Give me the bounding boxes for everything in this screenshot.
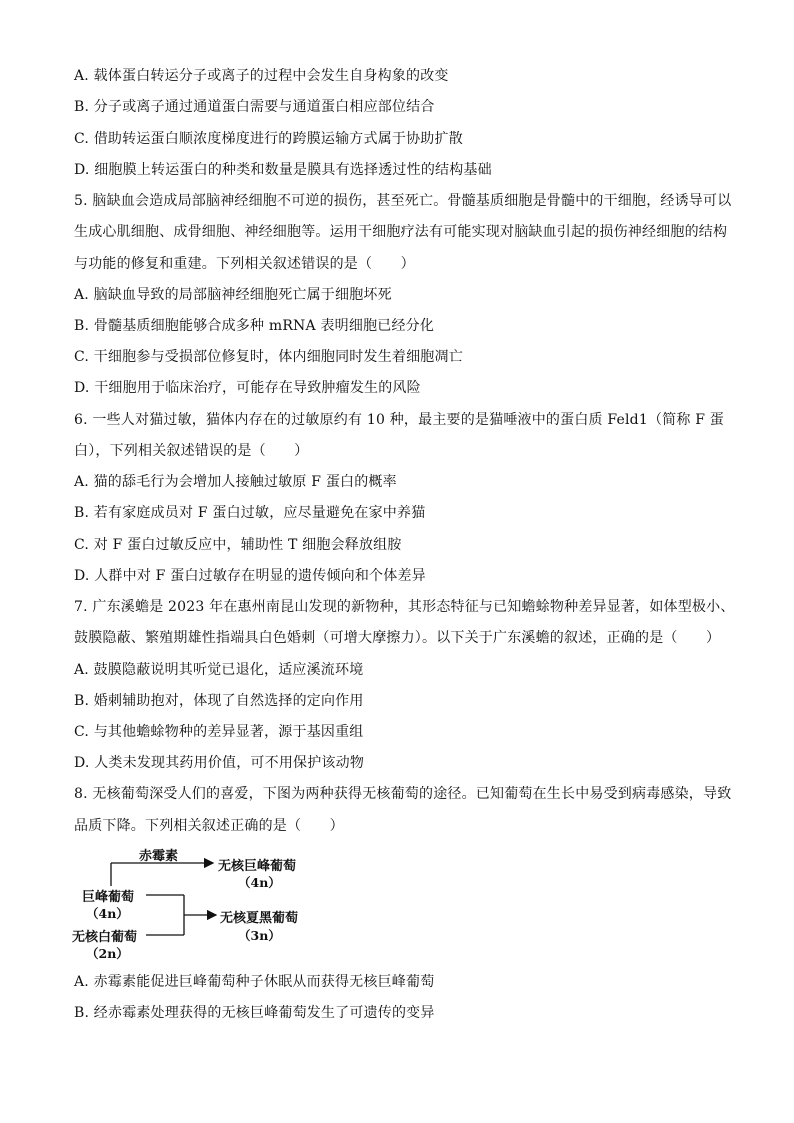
question-7-stem: 7. 广东溪蟾是 2023 年在惠州南昆山发现的新物种，其形态特征与已知蟾蜍物种差异显著，如体型极小、 (74, 599, 735, 615)
option-7d: D. 人类未发现其药用价值，可不用保护该动物 (74, 755, 365, 771)
seedless-kyoho-ploidy: （4n） (238, 875, 281, 890)
question-7-stem: 鼓膜隐蔽、繁殖期雄性指端具白色婚刺（可增大摩擦力）。以下关于广东溪蟾的叙述，正确的是（ ） (74, 630, 721, 646)
seedless-summer-black-label: 无核夏黑葡萄 (220, 911, 299, 926)
question-8-stem: 品质下降。下列相关叙述正确的是（ ） (74, 818, 344, 834)
kyoho-ploidy: （4n） (86, 906, 129, 921)
seedless-white-ploidy: （2n） (86, 946, 129, 961)
question-6-stem: 6. 一些人对猫过敏，猫体内存在的过敏原约有 10 种，最主要的是猫唾液中的蛋白质 Feld1（简称 F 蛋 (74, 412, 724, 428)
option-5a: A. 脑缺血导致的局部脑神经细胞死亡属于细胞坏死 (74, 287, 392, 303)
option-5b: B. 骨髓基质细胞能够合成多种 mRNA 表明细胞已经分化 (74, 318, 435, 334)
option-6d: D. 人群中对 F 蛋白过敏存在明显的遗传倾向和个体差异 (74, 568, 426, 584)
option-5c: C. 干细胞参与受损部位修复时，体内细胞同时发生着细胞凋亡 (74, 349, 463, 365)
gibberellin-label: 赤霉素 (139, 849, 179, 864)
option-8a: A. 赤霉素能促进巨峰葡萄种子休眠从而获得无核巨峰葡萄 (74, 974, 435, 990)
option-4d: D. 细胞膜上转运蛋白的种类和数量是膜具有选择透过性的结构基础 (74, 162, 492, 178)
option-4a: A. 载体蛋白转运分子或离子的过程中会发生自身构象的改变 (74, 68, 449, 84)
question-5-stem: 与功能的修复和重建。下列相关叙述错误的是（ ） (74, 256, 415, 272)
question-8-stem: 8. 无核葡萄深受人们的喜爱，下图为两种获得无核葡萄的途径。已知葡萄在生长中易受到病毒感染，导致 (74, 786, 732, 802)
question-6-stem: 白），下列相关叙述错误的是（ ） (74, 443, 309, 459)
kyoho-label: 巨峰葡萄 (82, 890, 135, 905)
option-6b: B. 若有家庭成员对 F 蛋白过敏，应尽量避免在家中养猫 (74, 505, 426, 521)
option-8b: B. 经赤霉素处理获得的无核巨峰葡萄发生了可遗传的变异 (74, 1005, 435, 1021)
option-7c: C. 与其他蟾蜍物种的差异显著，源于基因重组 (74, 724, 364, 740)
option-6a: A. 猫的舔毛行为会增加人接触过敏原 F 蛋白的概率 (74, 474, 397, 490)
seedless-kyoho-label: 无核巨峰葡萄 (218, 859, 297, 874)
option-6c: C. 对 F 蛋白过敏反应中，辅助性 T 细胞会释放组胺 (74, 537, 402, 553)
question-5-stem: 生成心肌细胞、成骨细胞、神经细胞等。运用干细胞疗法有可能实现对脑缺血引起的损伤神经细胞的结构 (74, 224, 728, 240)
seedless-summer-black-ploidy: （3n） (238, 928, 281, 943)
option-4c: C. 借助转运蛋白顺浓度梯度进行的跨膜运输方式属于协助扩散 (74, 131, 463, 147)
option-7b: B. 婚刺辅助抱对，体现了自然选择的定向作用 (74, 693, 364, 709)
seedless-white-label: 无核白葡萄 (72, 930, 138, 945)
question-5-stem: 5. 脑缺血会造成局部脑神经细胞不可逆的损伤，甚至死亡。骨髓基质细胞是骨髓中的干细胞，经诱导可以 (74, 193, 732, 209)
option-4b: B. 分子或离子通过通道蛋白需要与通道蛋白相应部位结合 (74, 99, 435, 115)
option-5d: D. 干细胞用于临床治疗，可能存在导致肿瘤发生的风险 (74, 380, 421, 396)
option-7a: A. 鼓膜隐蔽说明其听觉已退化，适应溪流环境 (74, 662, 364, 678)
